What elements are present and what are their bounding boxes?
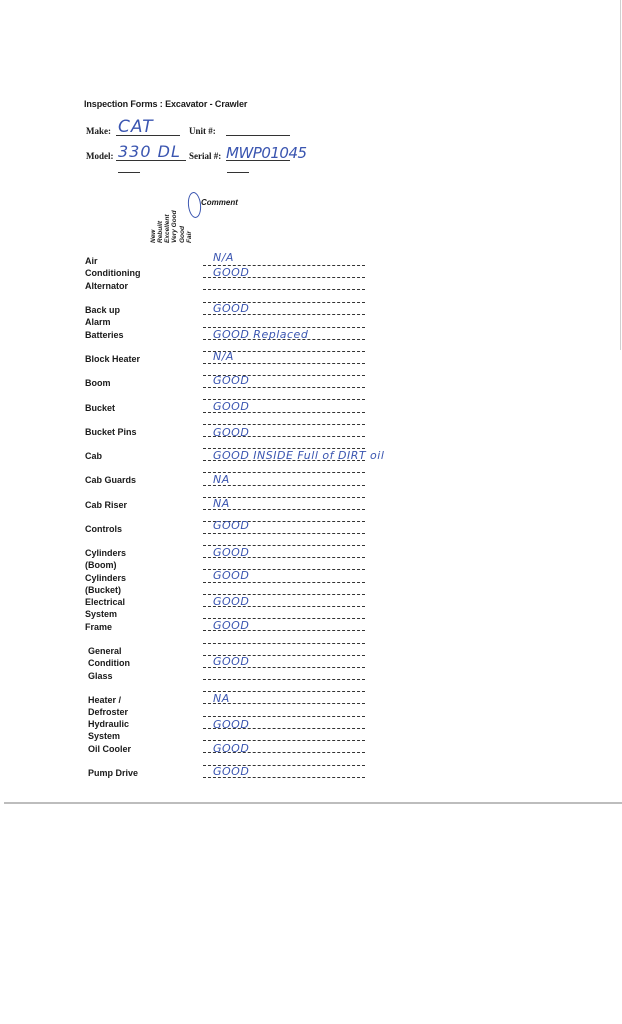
- form-title: Inspection Forms : Excavator - Crawler: [84, 99, 248, 109]
- unit-line: [226, 135, 290, 136]
- serial-line-2: [227, 172, 249, 173]
- item-comment-line: [203, 643, 365, 644]
- item-label: Cylinders (Bucket): [85, 573, 127, 595]
- item-label: Controls: [85, 524, 122, 534]
- model-line-2: [118, 172, 140, 173]
- item-comment-line: [203, 533, 365, 534]
- item-value[interactable]: GOOD: [213, 595, 250, 608]
- item-label: General Condition: [88, 646, 130, 668]
- serial-value[interactable]: MWP01045: [226, 144, 307, 162]
- item-label: Cylinders (Boom): [85, 548, 127, 570]
- item-label: Bucket Pins: [85, 427, 137, 437]
- serial-label: Serial #:: [189, 151, 222, 161]
- item-label: Electrical System: [85, 597, 126, 619]
- item-value[interactable]: GOOD: [213, 569, 250, 582]
- comment-header: Comment: [201, 198, 238, 207]
- item-value[interactable]: GOOD: [213, 426, 250, 439]
- item-label: Alternator: [85, 281, 129, 291]
- item-label: Cab Guards: [85, 475, 137, 485]
- make-value[interactable]: CAT: [118, 117, 154, 137]
- item-label: Boom: [85, 378, 111, 388]
- rating-header-excellent: Excellent: [164, 214, 171, 243]
- item-value[interactable]: N/A: [213, 350, 234, 363]
- item-label: Glass: [88, 671, 113, 681]
- item-value[interactable]: GOOD INSIDE Full of DIRT oil: [213, 449, 385, 462]
- item-comment-line: [203, 582, 365, 583]
- item-value[interactable]: GOOD: [213, 655, 250, 668]
- item-label: Bucket: [85, 403, 116, 413]
- item-comment-line: [203, 716, 365, 717]
- item-label: Cab: [85, 451, 103, 461]
- good-rating-circle: [187, 191, 203, 218]
- item-value[interactable]: GOOD: [213, 546, 250, 559]
- item-value[interactable]: GOOD: [213, 765, 250, 778]
- item-value[interactable]: GOOD: [213, 519, 250, 532]
- item-value[interactable]: GOOD: [213, 400, 250, 413]
- item-label: Frame: [85, 622, 113, 632]
- item-label: Pump Drive: [88, 768, 139, 778]
- item-label: Hydraulic System: [88, 719, 130, 741]
- item-value[interactable]: GOOD: [213, 619, 250, 632]
- item-value[interactable]: GOOD Replaced: [213, 328, 309, 341]
- item-label: Oil Cooler: [88, 744, 132, 754]
- item-value[interactable]: NA: [213, 497, 230, 510]
- sheet-bottom-edge: [4, 802, 622, 804]
- item-value[interactable]: GOOD: [213, 742, 250, 755]
- item-value[interactable]: GOOD: [213, 374, 250, 387]
- item-value[interactable]: GOOD: [213, 718, 250, 731]
- item-label: Batteries: [85, 330, 124, 340]
- item-value[interactable]: NA: [213, 473, 230, 486]
- item-comment-line: [203, 679, 365, 680]
- rating-header-new: New: [150, 229, 157, 243]
- item-label: Air Conditioning: [85, 256, 141, 278]
- item-comment-line: [203, 387, 365, 388]
- item-value[interactable]: NA: [213, 692, 230, 705]
- item-label: Back up Alarm: [85, 305, 121, 327]
- item-comment-line: [203, 740, 365, 741]
- item-label: Heater / Defroster: [88, 695, 129, 717]
- rating-header-good: Good: [179, 226, 186, 243]
- model-value[interactable]: 330 DL: [118, 142, 181, 161]
- item-comment-line: [203, 667, 365, 668]
- unit-label: Unit #:: [189, 126, 216, 136]
- page-edge: [620, 0, 621, 350]
- item-comment-line: [203, 363, 365, 364]
- item-value[interactable]: GOOD: [213, 266, 250, 279]
- rating-header-rebuilt: Rebuilt: [157, 220, 164, 243]
- rating-header-very-good: Very Good: [171, 210, 178, 243]
- item-label: Block Heater: [85, 354, 141, 364]
- item-comment-line: [203, 424, 365, 425]
- item-comment-line: [203, 289, 365, 290]
- rating-header-fair: Fair: [186, 231, 193, 243]
- item-value[interactable]: GOOD: [213, 302, 250, 315]
- item-label: Cab Riser: [85, 500, 128, 510]
- model-label: Model:: [86, 151, 114, 161]
- item-value[interactable]: N/A: [213, 251, 234, 264]
- make-label: Make:: [86, 126, 111, 136]
